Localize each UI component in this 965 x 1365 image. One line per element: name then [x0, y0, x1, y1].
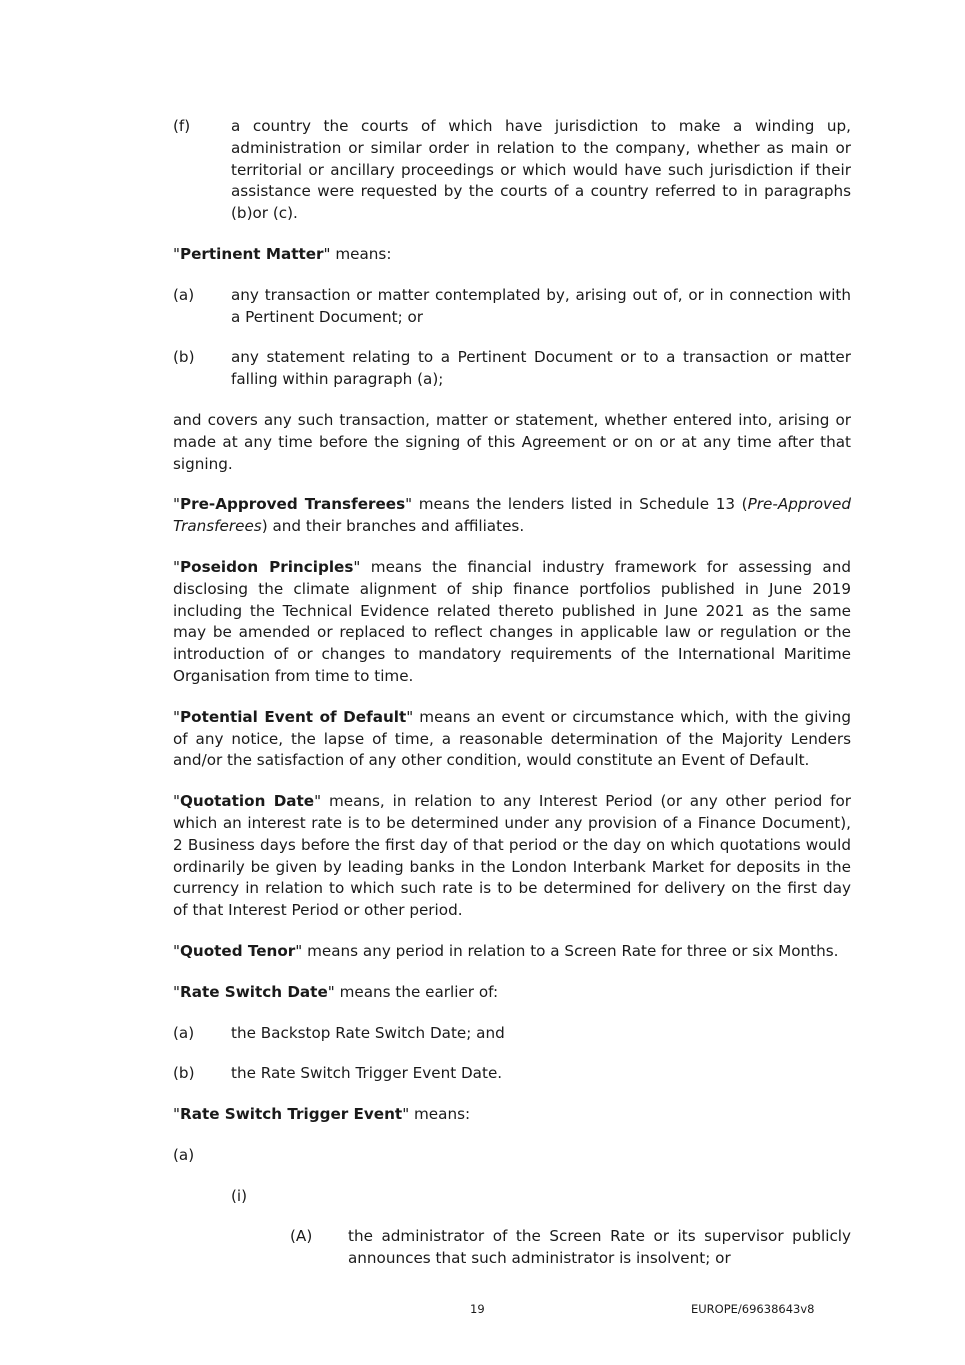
definition-text: " means an event or circumstance which, with the giving of any notice, the lapse of time, a reasonable determination of the Majority Lenders and/or the satisfaction of any other condition, would constitute an Event of Default.: [173, 707, 852, 770]
quote: ": [173, 941, 180, 960]
defined-term: Rate Switch Trigger Event: [180, 1105, 403, 1124]
item-label: (b): [173, 348, 195, 367]
definition-pertinent-matter: [173, 244, 851, 266]
definition-text: " means:: [402, 1105, 471, 1124]
item-text: the administrator of the Screen Rate or its supervisor publicly announces that such administrator is insolvent; or: [348, 1227, 851, 1268]
defined-term: Quoted Tenor: [180, 941, 296, 960]
list-item-A: [173, 1226, 851, 1270]
defined-term: Poseidon Principles: [180, 557, 354, 576]
item-label: (i): [231, 1186, 248, 1205]
definition-text: " means, in relation to any Interest Period (or any other period for which an interest rate is to be determined under any provision of a Finance Document), 2 Business days before the first day of that period or the day on which quotations would ordinarily be given by leading banks in the London Interbank Market for deposits in the currency in relation to which such rate is to be determined for delivery on the first day of that Interest Period or other period.: [173, 792, 851, 920]
definition-pre-approved-transferees: [173, 494, 851, 538]
italic-reference: Pre-Approved Transferees: [173, 495, 851, 536]
quote: ": [173, 244, 180, 263]
definition-rate-switch-date: [173, 982, 851, 1004]
item-label: (f): [173, 117, 191, 135]
definition-text: " means the lenders listed in Schedule 13 (: [405, 495, 748, 514]
definition-poseidon-principles: [173, 557, 851, 688]
list-item-b: [173, 1063, 851, 1085]
quote: ": [173, 1105, 180, 1124]
list-item-a: [173, 285, 851, 329]
page-number: 19: [470, 1302, 485, 1316]
item-text: the Rate Switch Trigger Event Date.: [231, 1064, 503, 1083]
list-item-f: [173, 116, 851, 225]
quote: ": [173, 707, 180, 726]
defined-term: Potential Event of Default: [180, 707, 407, 726]
quote: ": [173, 792, 180, 811]
page-body: [173, 116, 851, 1289]
item-label: (a): [173, 1023, 195, 1042]
defined-term: Quotation Date: [180, 792, 315, 811]
definition-text: " means any period in relation to a Screen Rate for three or six Months.: [295, 941, 839, 960]
defined-term: Pertinent Matter: [180, 244, 324, 263]
item-label: (a): [173, 1145, 195, 1164]
list-item-a: [173, 1145, 851, 1167]
definition-quotation-date: [173, 791, 851, 922]
definition-text: " means:: [323, 244, 392, 263]
quote: ": [173, 495, 180, 514]
definition-rate-switch-trigger-event: [173, 1104, 851, 1126]
definition-text: " means the financial industry framework for assessing and disclosing the climate alignment of ship finance portfolios published in June 2019 including the Technical Evidence related thereto published in June 2021 as the same may be amended or replaced to reflect changes in applicable law or regulation or the introduction of or changes to mandatory requirements of the International Maritime Organisation from time to time.: [173, 557, 851, 685]
definition-quoted-tenor: [173, 941, 851, 963]
quote: ": [173, 982, 180, 1001]
defined-term: Rate Switch Date: [180, 982, 328, 1001]
document-reference: EUROPE/69638643v8: [691, 1302, 815, 1316]
defined-term: Pre-Approved Transferees: [180, 495, 406, 514]
item-label: (a): [173, 285, 195, 304]
definition-potential-event-of-default: [173, 707, 851, 772]
quote: ": [173, 557, 180, 576]
definition-text-end: ) and their branches and affiliates.: [261, 517, 525, 536]
list-item-b: [173, 347, 851, 391]
item-text: a country the courts of which have jurisdiction to make a winding up, administration or similar order in relation to the company, whether as main or territorial or ancillary proceedings or which would have such jurisdiction if their assistance were requested by the courts of a country referred to in paragraphs (b)or (c).: [231, 117, 851, 223]
item-text: the Backstop Rate Switch Date; and: [231, 1023, 505, 1042]
list-item-i: [173, 1186, 851, 1208]
item-label: (b): [173, 1064, 195, 1083]
item-text: any statement relating to a Pertinent Document or to a transaction or matter falling within paragraph (a);: [231, 348, 851, 389]
paragraph-tail: and covers any such transaction, matter or statement, whether entered into, arising or made at any time before the signing of this Agreement or on or at any time after that signing.: [173, 410, 851, 473]
item-label: (A): [290, 1227, 313, 1246]
item-text: any transaction or matter contemplated by, arising out of, or in connection with a Pertinent Document; or: [231, 285, 851, 326]
list-item-a: [173, 1023, 851, 1045]
definition-text: " means the earlier of:: [327, 982, 499, 1001]
